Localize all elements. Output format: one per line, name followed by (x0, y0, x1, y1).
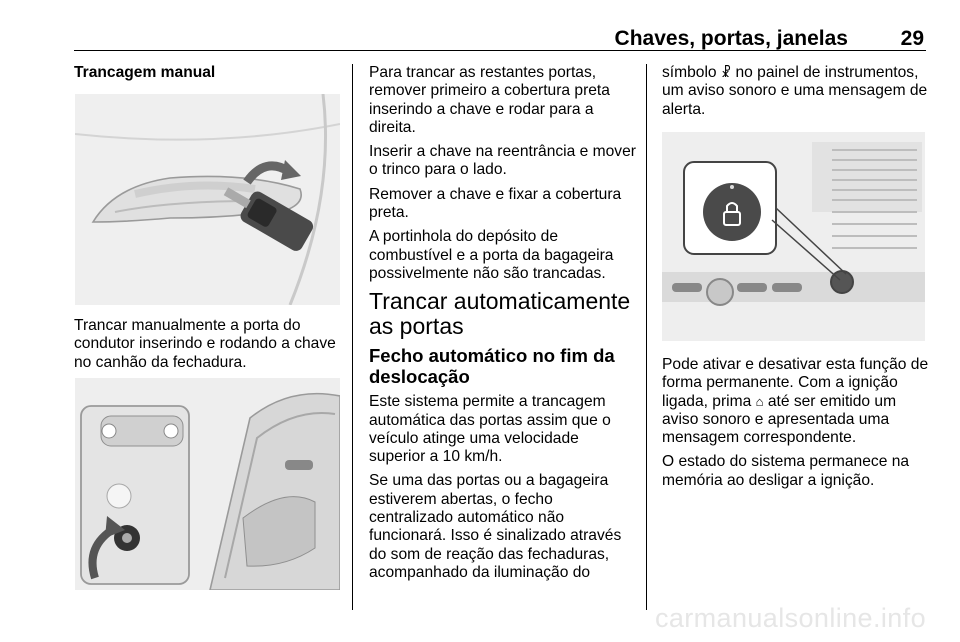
door-handle-key-illustration (75, 94, 340, 305)
paragraph-fix-cover: Remover a chave e fixar a cobertura preta. (369, 185, 622, 222)
door-warning-symbol-icon: ☧ (720, 65, 732, 80)
column-2 (369, 64, 637, 588)
paragraph-symbol-warning (662, 64, 932, 119)
activate-text-before: Pode ativar e desativar esta função de forma permanente. Com a ignição ligada, prima (662, 356, 929, 410)
column-divider-2 (646, 64, 647, 610)
paragraph-door-open: Se uma das portas ou a bagageira estiverem abertas, o fecho centralizado automático não funcionará. Isso é sinalizado através do som de reação das fechaduras, acompanhado da iluminação do (369, 472, 622, 581)
watermark: carmanualsonline.info (654, 603, 926, 633)
column-3 (662, 64, 932, 125)
section-heading-auto-lock: Trancar automaticamente as portas (369, 288, 631, 340)
paragraph-fuel-flap: A portinhola do depósito de combustível e a porta da bagageira possivelmente não são trancadas. (369, 228, 614, 282)
column-1 (74, 64, 342, 88)
column-3-lower (662, 356, 932, 496)
paragraph-remove-cover: Para trancar as restantes portas, remover primeiro a cobertura preta inserindo a chave e rodar para a direita. (369, 64, 610, 136)
symbol-text-after: no painel de instrumentos, um aviso sonoro e uma mensagem de alerta. (662, 64, 928, 118)
paragraph-activate-function (662, 356, 932, 447)
paragraph-speed-lock: Este sistema permite a trancagem automática das portas assim que o veículo atinge uma velocidade superior a 10 km/h. (369, 393, 611, 466)
caption-manual-lock (74, 317, 346, 378)
subsection-heading-auto-lock-drive: Fecho automático no fim da deslocação (369, 345, 615, 388)
section-heading-manual-lock: Trancagem manual (74, 64, 216, 81)
page-header (74, 26, 926, 51)
lock-button-icon: ⌂ (755, 393, 764, 409)
central-lock-button-illustration (662, 132, 925, 341)
door-lock-cover-illustration (75, 378, 340, 590)
page-number: 29 (900, 27, 924, 50)
paragraph-insert-key: Inserir a chave na reentrância e mover o trinco para o lado. (369, 143, 636, 179)
caption-text: Trancar manualmente a porta do condutor inserindo e rodando a chave no canhão da fechadura. (74, 317, 336, 371)
column-divider-1 (352, 64, 353, 610)
activate-text-after: até ser emitido um aviso sonoro e apresentada uma mensagem correspondente. (662, 392, 897, 447)
paragraph-memory-state: O estado do sistema permanece na memória ao desligar a ignição. (662, 453, 910, 489)
page-title: Chaves, portas, janelas (614, 27, 848, 50)
symbol-text-before: símbolo (662, 64, 717, 81)
